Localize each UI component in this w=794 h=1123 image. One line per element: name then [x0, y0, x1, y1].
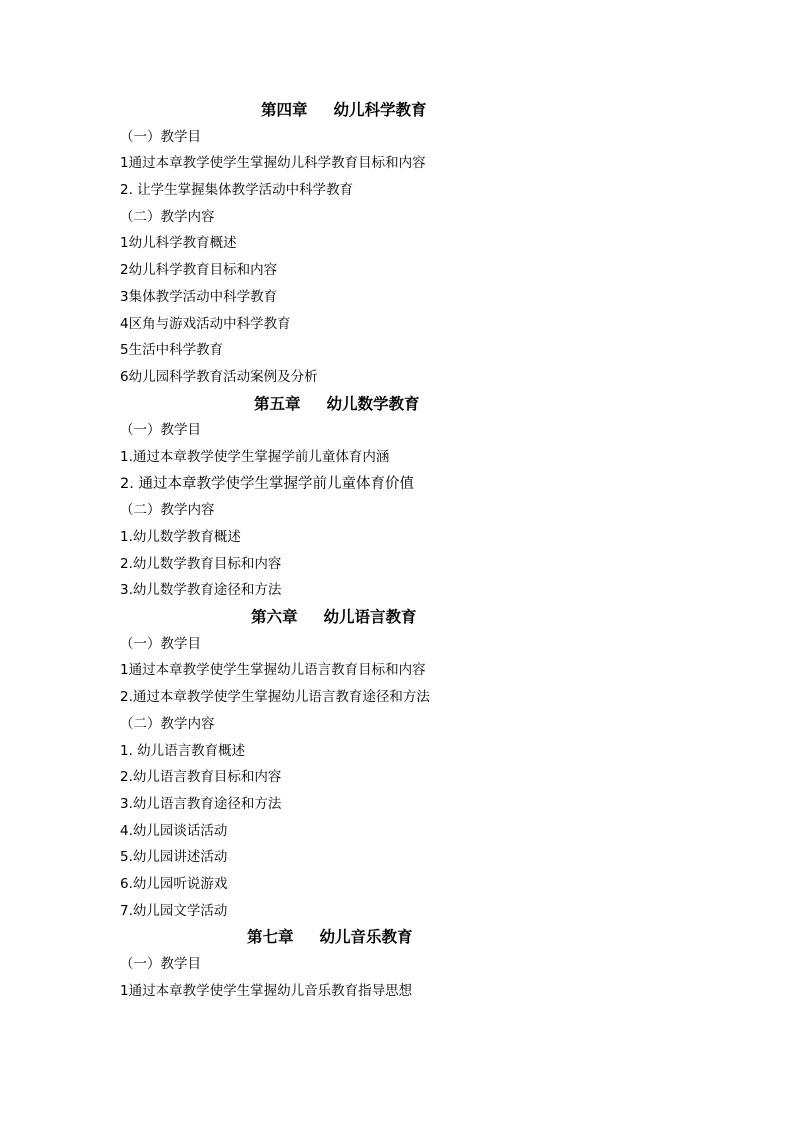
content-item: 4.幼儿园谈话活动 [120, 822, 228, 839]
content-item: 2幼儿科学教育目标和内容 [120, 262, 278, 279]
document-body [120, 97, 680, 1004]
section-heading-objectives: （一）教学目 [120, 635, 201, 652]
content-item: 3.幼儿数学教育途径和方法 [120, 582, 282, 599]
section-heading-content: （二）教学内容 [120, 208, 215, 225]
content-item: 6.幼儿园听说游戏 [120, 875, 228, 892]
chapter-heading [120, 97, 680, 124]
content-item: 7.幼儿园文学活动 [120, 902, 228, 919]
chapter-title: 幼儿语言教育 [323, 608, 417, 627]
objective-item: 1通过本章教学使学生掌握幼儿科学教育目标和内容 [120, 155, 426, 172]
content-item: 4区角与游戏活动中科学教育 [120, 315, 291, 332]
chapter-title: 幼儿音乐教育 [319, 928, 413, 947]
objective-item: 1通过本章教学使学生掌握幼儿音乐教育指导思想 [120, 982, 413, 999]
section-heading-objectives: （一）教学目 [120, 128, 201, 145]
content-item: 1幼儿科学教育概述 [120, 235, 237, 252]
objective-item: 2. 通过本章教学使学生掌握学前儿童体育价值 [120, 475, 414, 492]
content-item: 3集体教学活动中科学教育 [120, 288, 278, 305]
content-item: 2.幼儿数学教育目标和内容 [120, 555, 282, 572]
content-item: 5.幼儿园讲述活动 [120, 849, 228, 866]
objective-item: 1.通过本章教学使学生掌握学前儿童体育内涵 [120, 448, 390, 465]
chapter-heading [120, 604, 680, 631]
chapter-number: 第七章 [247, 928, 294, 947]
chapter-number: 第五章 [254, 394, 301, 413]
content-item: 1. 幼儿语言教育概述 [120, 742, 246, 759]
chapter-heading [120, 924, 680, 951]
section-heading-objectives: （一）教学目 [120, 956, 201, 972]
chapter-number: 第四章 [261, 101, 308, 119]
objective-item: 2.通过本章教学使学生掌握幼儿语言教育途径和方法 [120, 689, 430, 706]
objective-item: 1通过本章教学使学生掌握幼儿语言教育目标和内容 [120, 662, 426, 679]
chapter-title: 幼儿科学教育 [333, 101, 427, 119]
chapter-number: 第六章 [251, 608, 298, 627]
chapter-heading [120, 391, 680, 418]
section-heading-content: （二）教学内容 [120, 502, 215, 519]
chapter-title: 幼儿数学教育 [326, 394, 420, 413]
content-item: 3.幼儿语言教育途径和方法 [120, 795, 282, 812]
section-heading-objectives: （一）教学目 [120, 422, 201, 439]
content-item: 1.幼儿数学教育概述 [120, 529, 241, 545]
content-item: 6幼儿园科学教育活动案例及分析 [120, 368, 318, 385]
content-item: 5生活中科学教育 [120, 342, 224, 359]
section-heading-content: （二）教学内容 [120, 715, 215, 732]
content-item: 2.幼儿语言教育目标和内容 [120, 769, 282, 786]
objective-item: 2. 让学生掌握集体教学活动中科学教育 [120, 182, 354, 199]
